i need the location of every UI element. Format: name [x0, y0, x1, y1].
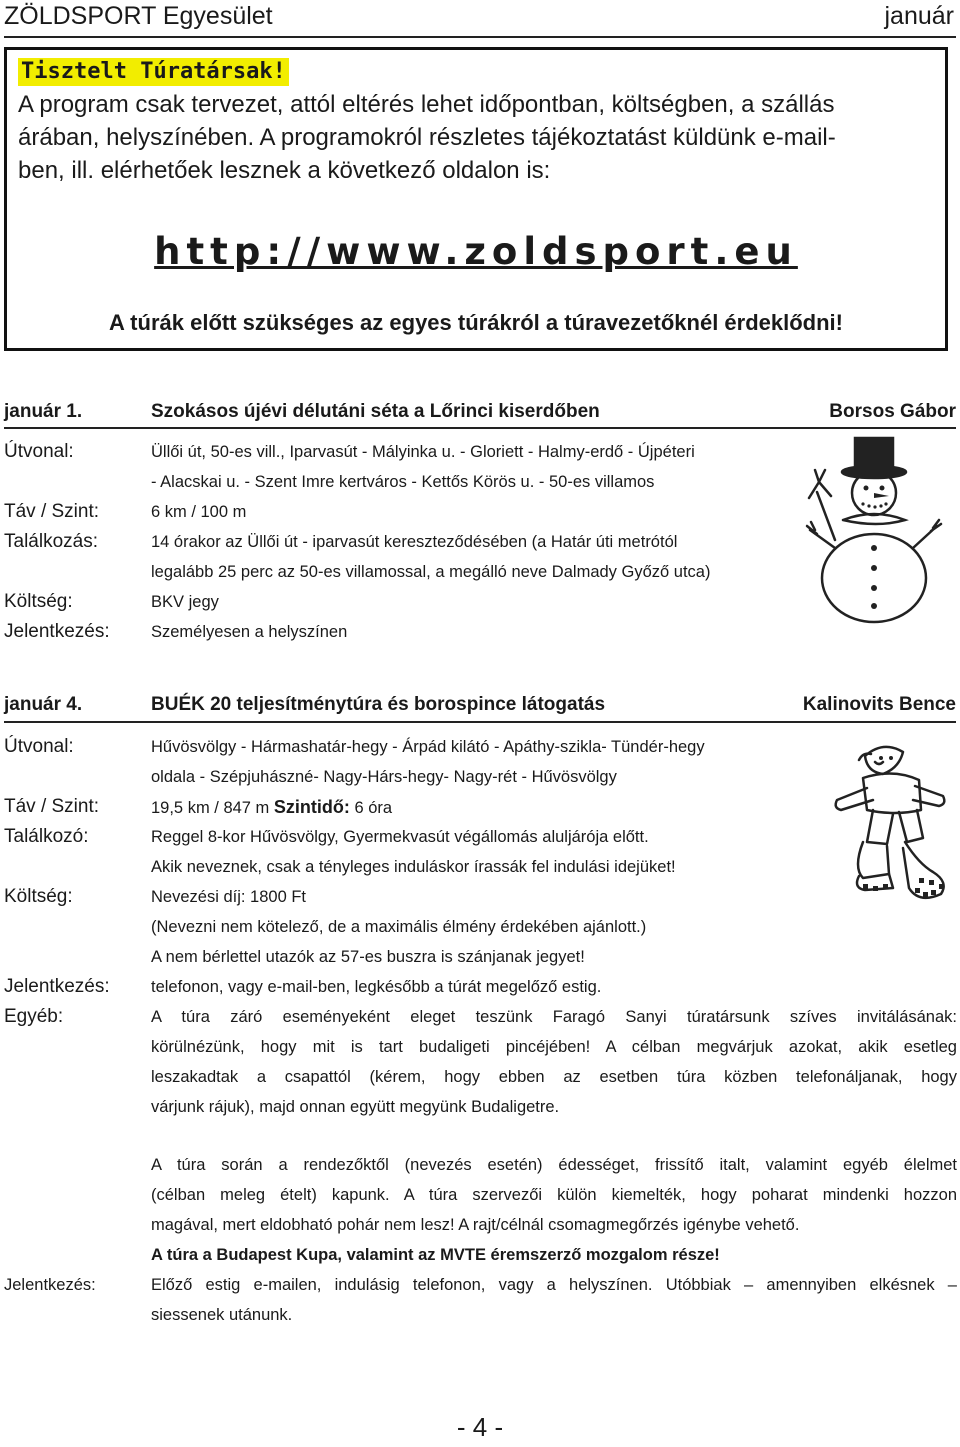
page-number: - 4 -	[456, 1412, 504, 1442]
event2-other: leszakadtak a csapattól (kérem, hogy ebben az esetben túra közben telefonáljanak, hogy	[151, 1068, 957, 1086]
snowman-icon	[805, 430, 945, 625]
event2-cost: (Nevezni nem kötelező, de a maximális élmény érdekében ajánlott.)	[151, 918, 647, 936]
event2-divider	[4, 721, 956, 723]
event2-meet: Reggel 8-kor Hűvösvölgy, Gyermekvasút végállomás aluljárója előtt.	[151, 828, 649, 846]
event1-title: Szokásos újévi délutáni séta a Lőrinci kiserdőben	[151, 401, 600, 422]
event2-time: 6 óra	[349, 799, 393, 817]
event2-dist-label: Táv / Szint:	[4, 796, 100, 817]
event1-divider	[4, 427, 956, 429]
event2-other: A túra záró eseményeként eleget teszünk Faragó Sanyi túratársunk szíves invitálásának:	[151, 1008, 957, 1026]
notice-line: A program csak tervezet, attól eltérés lehet időpontban, költségben, a szállás	[18, 91, 835, 118]
event2-route: oldala - Szépjuhászné- Nagy-Hárs-hegy- Nagy-rét - Hűvösvölgy	[151, 768, 617, 786]
event2-other: A túra során a rendezőktől (nevezés esetén) édességet, frissítő italt, valamint egyéb élelmet	[151, 1156, 957, 1174]
event2-route-label: Útvonal:	[4, 736, 74, 757]
event1-date: január 1.	[4, 401, 83, 422]
event2-signup2: Előző estig e-mailen, indulásig telefonon, vagy a helyszínen. Utóbbiak – amennyiben elkésnek –	[151, 1276, 957, 1294]
event2-signup: telefonon, vagy e-mail-ben, legkésőbb a túrát megelőző estig.	[151, 978, 602, 996]
event2-cost: Nevezési díj: 1800 Ft	[151, 888, 306, 906]
event1-dist-label: Táv / Szint:	[4, 501, 100, 522]
event1-route: Üllői út, 50-es vill., Iparvasút - Mályinka u. - Gloriett - Halmy-erdő - Újpéteri	[151, 443, 695, 461]
notice-ask: A túrák előtt szükséges az egyes túrákról a túravezetőknél érdeklődni!	[109, 310, 843, 335]
event2-cost-label: Költség:	[4, 886, 73, 907]
event1-signup: Személyesen a helyszínen	[151, 623, 348, 641]
event2-other: körülnézünk, hogy mit is tart budaligeti pincéjében! A célban megvárjuk azokat, akik esetleg	[151, 1038, 957, 1056]
event2-other-highlight: A túra a Budapest Kupa, valamint az MVTE éremszerző mozgalom része!	[151, 1246, 720, 1264]
event2-other-label: Egyéb:	[4, 1006, 64, 1027]
event1-signup-label: Jelentkezés:	[4, 621, 110, 642]
event2-signup2: siessenek utánunk.	[151, 1306, 293, 1324]
event2-other: várjunk rájuk), majd onnan együtt megyünk Budaligetre.	[151, 1098, 560, 1116]
notice-text	[18, 88, 946, 187]
event1-cost: BKV jegy	[151, 593, 219, 611]
event2-signup2-label: Jelentkezés:	[4, 1276, 96, 1294]
event1-leader: Borsos Gábor	[829, 401, 956, 422]
event1-meet-label: Találkozás:	[4, 531, 98, 552]
event2-date: január 4.	[4, 694, 83, 715]
event2-route: Hűvösvölgy - Hármashatár-hegy - Árpád kilátó - Apáthy-szikla- Tündér-hegy	[151, 738, 705, 756]
event2-leader: Kalinovits Bence	[802, 694, 956, 715]
month-label: január	[884, 2, 954, 30]
header-divider	[4, 36, 956, 38]
website-link[interactable]: http://www.zoldsport.eu	[154, 230, 798, 273]
event1-dist: 6 km / 100 m	[151, 503, 247, 521]
event2-meet-label: Találkozó:	[4, 826, 89, 847]
event1-meet: legalább 25 perc az 50-es villamossal, a megálló neve Dalmady Győző utca)	[151, 563, 711, 581]
hiker-icon	[823, 738, 953, 908]
event1-route: - Alacskai u. - Szent Imre kertváros - Kettős Körös u. - 50-es villamos	[151, 473, 655, 491]
event2-meet: Akik neveznek, csak a tényleges induláskor írassák fel indulási idejüket!	[151, 858, 676, 876]
event2-title: BUÉK 20 teljesítménytúra és borospince látogatás	[151, 694, 606, 715]
event2-dist	[151, 792, 392, 823]
event2-other: magával, mert eldobható pohár nem lesz! A rajt/célnál csomagmegőrzés igénybe vehető.	[151, 1216, 800, 1234]
event2-time-label: Szintidő:	[273, 797, 350, 817]
notice-line: árában, helyszínében. A programokról részletes tájékoztatást küldünk e-mail-	[18, 124, 836, 151]
event1-cost-label: Költség:	[4, 591, 73, 612]
event2-other: (célban meleg ételt) kapunk. A túra szervezői külön kiemelték, hogy poharat mindenki hozzon	[151, 1186, 957, 1204]
event1-meet: 14 órakor az Üllői út - iparvasút kereszteződésében (a Határ úti metrótól	[151, 533, 678, 551]
notice-box	[4, 47, 948, 351]
notice-line: ben, ill. elérhetőek lesznek a következő oldalon is:	[18, 157, 551, 184]
event2-dist-value: 19,5 km / 847 m	[151, 799, 270, 817]
event2-signup-label: Jelentkezés:	[4, 976, 110, 997]
event2-cost: A nem bérlettel utazók az 57-es buszra is szánjanak jegyet!	[151, 948, 585, 966]
event1-route-label: Útvonal:	[4, 441, 74, 462]
greeting: Tisztelt Túratársak!	[18, 58, 289, 86]
org-name: ZÖLDSPORT Egyesület	[4, 2, 273, 30]
